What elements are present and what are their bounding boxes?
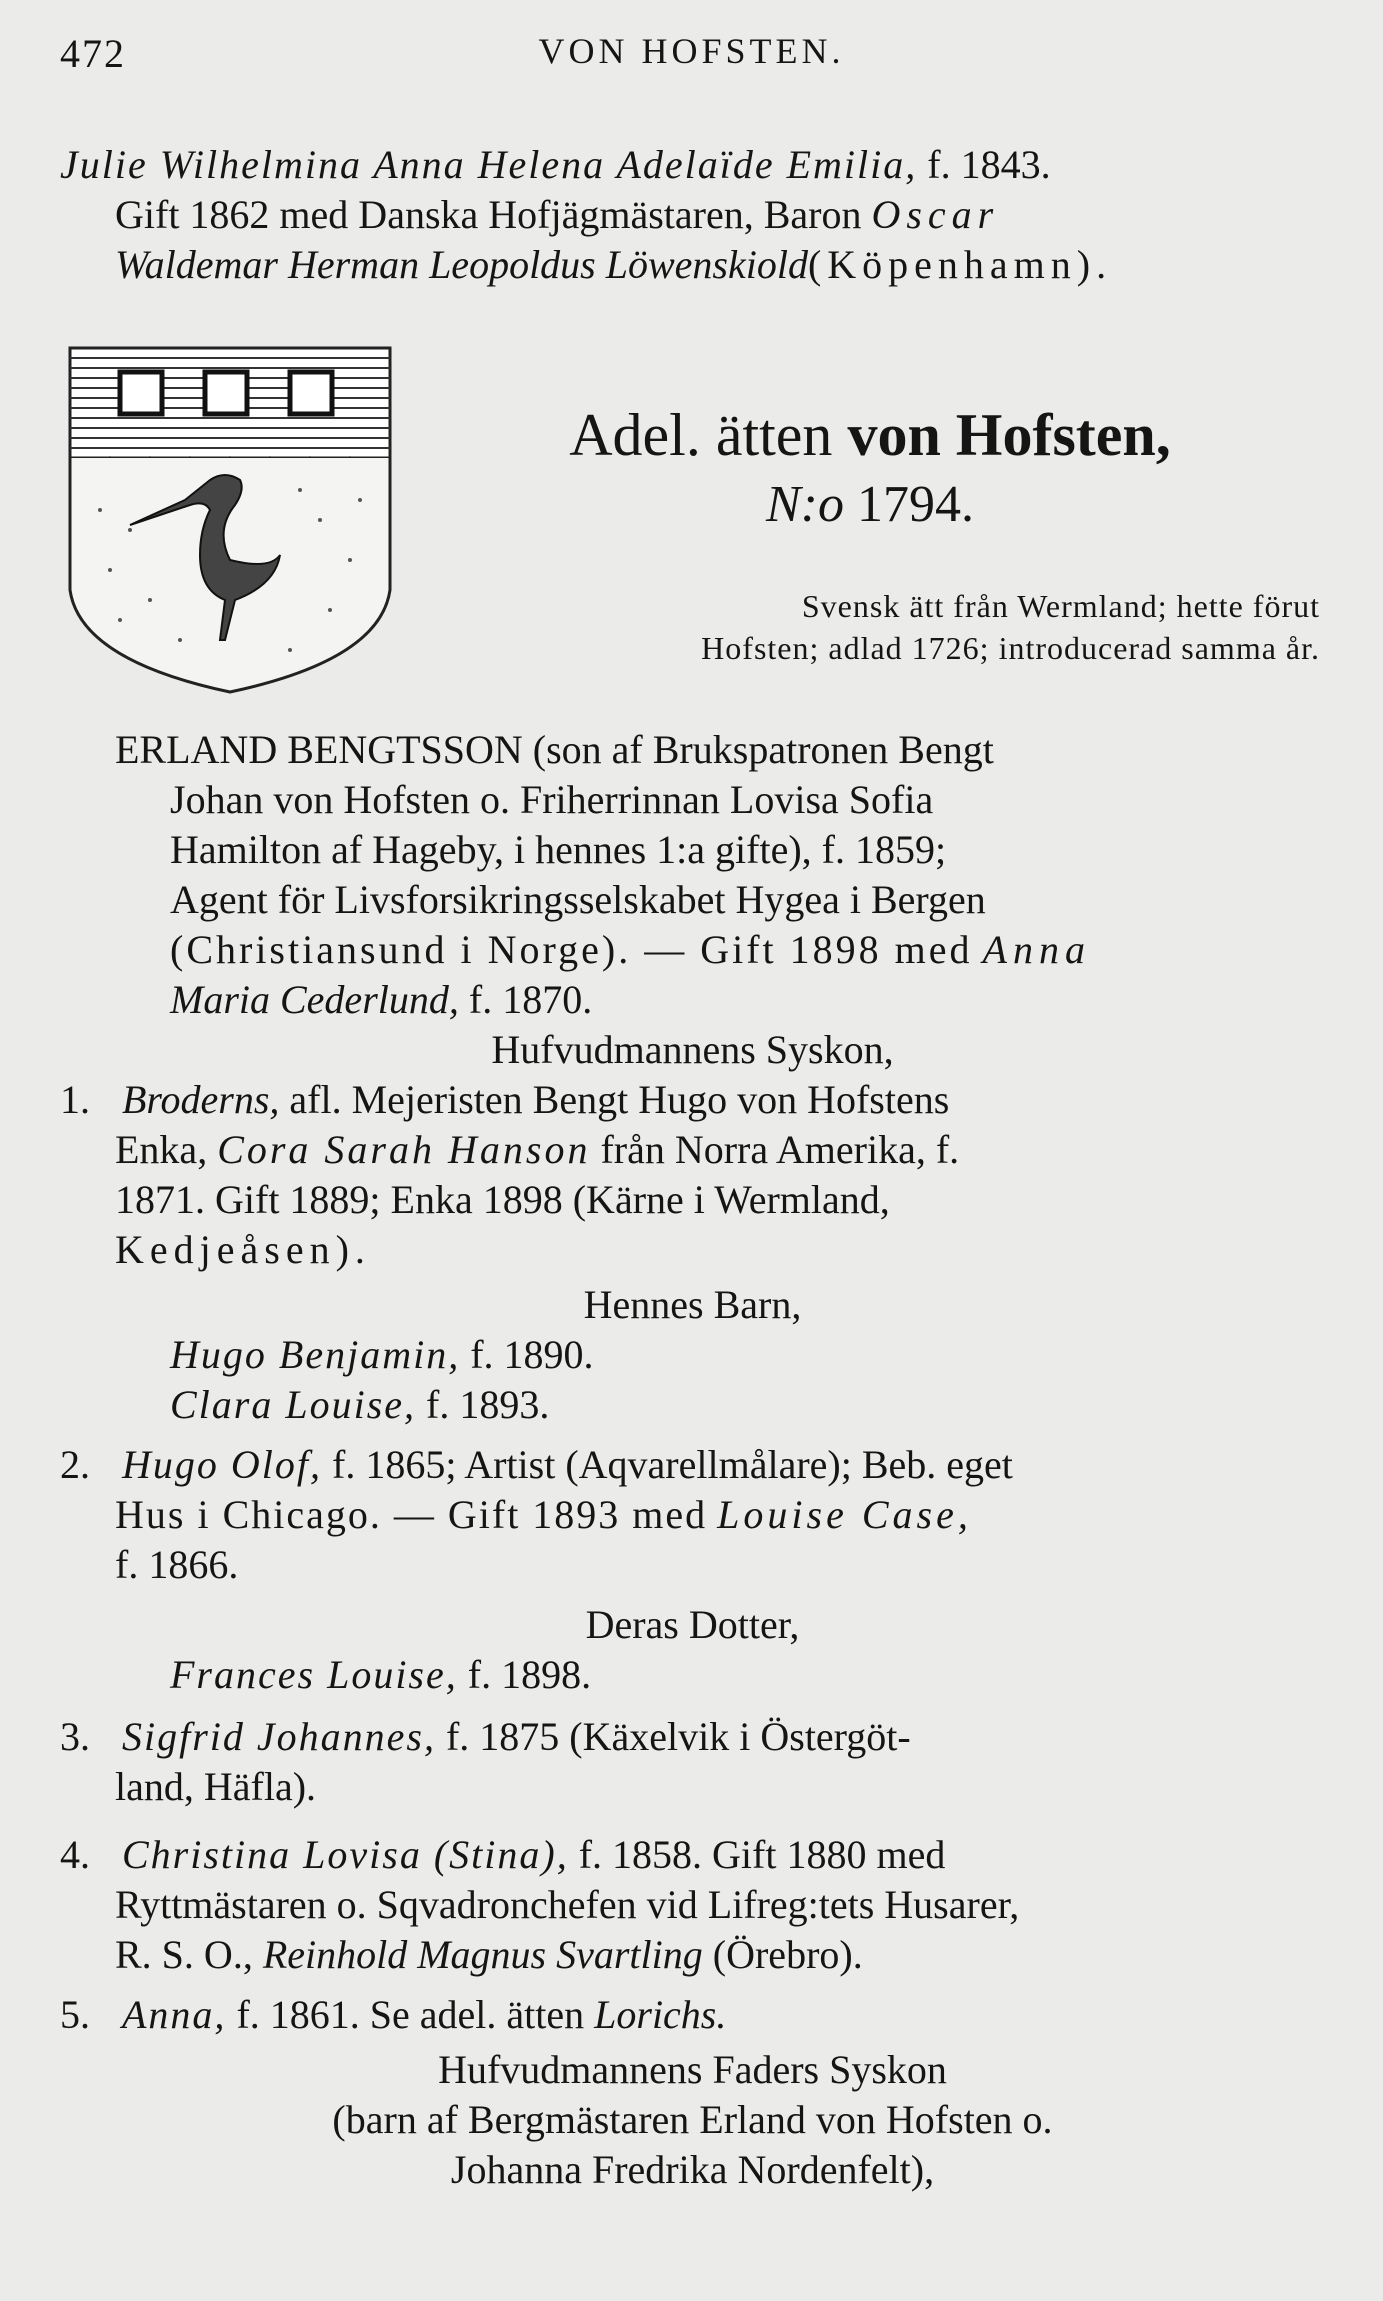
item2-children-heading: Deras Dotter, xyxy=(585,1602,800,1647)
sibling-entry-5 xyxy=(60,1990,1325,2040)
item2-line-3: f. 1866. xyxy=(115,1542,239,1587)
item4-line-1: 4. Christina Lovisa (Stina), f. 1858. Gift 1880 med xyxy=(60,1832,946,1877)
title-main: Adel. ätten von Hofsten, xyxy=(569,402,1171,468)
item4-line-3: R. S. O., Reinhold Magnus Svartling (Örebro). xyxy=(115,1932,863,1977)
item2-line-1: 2. Hugo Olof, f. 1865; Artist (Aqvarellmålare); Beb. eget xyxy=(60,1442,1013,1487)
item2-children xyxy=(60,1650,1325,1700)
erland-line-5: (Christiansund i Norge). — Gift 1898 med Anna xyxy=(170,927,1091,972)
item3-line-1: 3. Sigfrid Johannes, f. 1875 (Käxelvik i Östergöt- xyxy=(60,1714,911,1759)
fader-syskon-heading: Hufvudmannens Faders Syskon xyxy=(438,2047,947,2092)
item1-children xyxy=(60,1330,1325,1430)
title-number: N:o 1794. xyxy=(766,476,974,533)
coat-of-arms-icon xyxy=(60,330,400,700)
item1-line-3: 1871. Gift 1889; Enka 1898 (Kärne i Wermland, xyxy=(115,1177,890,1222)
erland-line-6: Maria Cederlund, f. 1870. xyxy=(170,977,593,1022)
fader-syskon-parentage-2: Johanna Fredrika Nordenfelt), xyxy=(450,2147,935,2192)
item2-line-2: Hus i Chicago. — Gift 1893 med Louise Case, xyxy=(115,1492,972,1537)
page-number: 472 xyxy=(60,31,126,76)
sibling-entry-1 xyxy=(60,1075,1325,1275)
sibling-entry-3 xyxy=(60,1712,1325,1812)
intro-entry xyxy=(60,140,1325,290)
erland-line-2: Johan von Hofsten o. Friherrinnan Lovisa Sofia xyxy=(170,777,934,822)
sibling-entry-4 xyxy=(60,1830,1325,1980)
item1-line-4: Kedjeåsen). xyxy=(115,1227,371,1272)
sibling-entry-2 xyxy=(60,1440,1325,1590)
family-description: Svensk ätt från Wermland; hette förut Hofsten; adlad 1726; introducerad samma år. xyxy=(701,588,1320,666)
family-title xyxy=(420,400,1320,540)
item5-line-1: 5. Anna, f. 1861. Se adel. ätten Lorichs. xyxy=(60,1992,727,2037)
child-clara-louise: Clara Louise, f. 1893. xyxy=(170,1382,550,1427)
intro-line-2: Gift 1862 med Danska Hofjägmästaren, Baron Oscar xyxy=(115,192,1000,237)
item1-line-1: 1. Broderns, afl. Mejeristen Bengt Hugo von Hofstens xyxy=(60,1077,950,1122)
child-frances-louise: Frances Louise, f. 1898. xyxy=(170,1652,592,1697)
page-header xyxy=(60,30,1323,90)
erland-line-3: Hamilton af Hageby, i hennes 1:a gifte), f. 1859; xyxy=(170,827,947,872)
fader-syskon-parentage-1: (barn af Bergmästaren Erland von Hofsten o. xyxy=(332,2097,1053,2142)
erland-line-1: ERLAND BENGTSSON (son af Brukspatronen Bengt xyxy=(115,727,994,772)
running-head: VON HOFSTEN. xyxy=(538,31,845,71)
erland-line-4: Agent för Livsforsikringsselskabet Hygea i Bergen xyxy=(170,877,986,922)
item1-line-2: Enka, Cora Sarah Hanson från Norra Amerika, f. xyxy=(115,1127,960,1172)
child-hugo-benjamin: Hugo Benjamin, f. 1890. xyxy=(170,1332,594,1377)
intro-line-3: Waldemar Herman Leopoldus Löwenskiold(Köpenhamn). xyxy=(115,242,1113,287)
intro-line-1: Julie Wilhelmina Anna Helena Adelaïde Emilia, f. 1843. xyxy=(60,142,1051,187)
item4-line-2: Ryttmästaren o. Sqvadronchefen vid Lifreg:tets Husarer, xyxy=(115,1882,1020,1927)
head-of-family-entry xyxy=(60,725,1325,1025)
item3-line-2: land, Häfla). xyxy=(115,1764,317,1809)
item1-children-heading: Hennes Barn, xyxy=(583,1282,802,1327)
syskon-heading: Hufvudmannens Syskon, xyxy=(491,1027,894,1072)
